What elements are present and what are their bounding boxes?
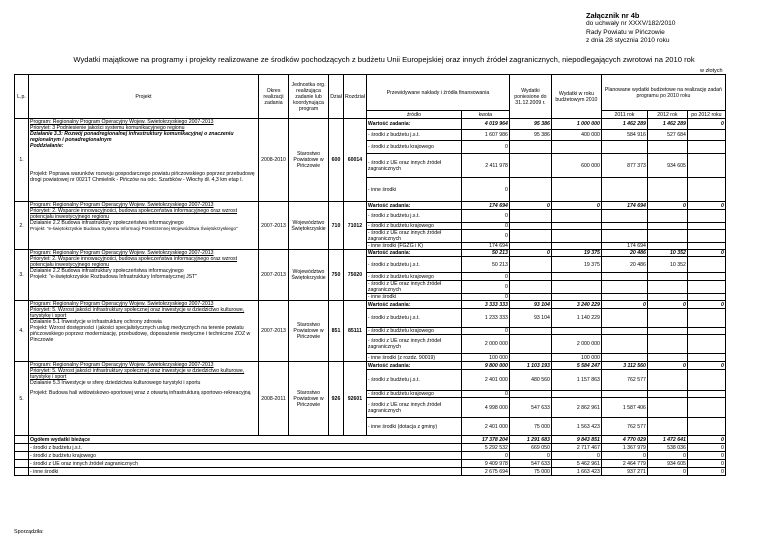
totals-2011-1: 1 367 979 — [601, 444, 647, 452]
row1-2011-0: 1 462 289 — [601, 119, 647, 130]
row5-src-4: - inne środki (dotacja z gminy) — [366, 418, 461, 436]
row1-okres: 2008-2010 — [259, 119, 289, 202]
totals-wydatki-1: 2 717 467 — [551, 444, 601, 452]
row2-src-3: - środki z UE oraz innych źródeł zagranicznych — [366, 230, 461, 243]
row3-priorytet: Priorytet: 2. Wsparcie innowacyjności, budowa społeczeństwa informacyjnego oraz wzrost potencjału inwestycyjnego regionu — [30, 256, 238, 268]
row3-dzialanie: Działanie 2.2 Budowa infrastruktury społeczeństwa informacyjnego — [30, 268, 184, 274]
row4-priorytet: Priorytet: 5. Wzrost jakości infrastruktury społecznej oraz inwestycje w dziedzictwo kulturowe, turystykę i sport — [30, 307, 245, 319]
col-poniesione: Wydatki poniesione do 31.12.2009 r. — [509, 75, 551, 119]
totals-poniesione-3: 547 633 — [509, 460, 551, 468]
row5-2012-0: 0 — [647, 362, 687, 370]
row3-po2012-0: 0 — [687, 250, 725, 257]
row3-kwota-1: 50 213 — [461, 257, 509, 273]
row4-kwota-3: 2 000 000 — [461, 335, 509, 354]
resolution-date: z dnia 28 stycznia 2010 roku — [586, 37, 670, 45]
row2-lp: 2. — [15, 202, 29, 250]
totals-2011-0: 4 770 029 — [601, 436, 647, 444]
row1-priorytet: Priorytet: 3 Podniesienie jakości systemu komunikacyjnego regionu — [30, 125, 185, 131]
row5-lp: 5. — [15, 362, 29, 436]
row2-kwota-0: 174 694 — [461, 202, 509, 210]
row5-wydatki-3: 2 862 961 — [551, 398, 601, 418]
row5-src-3: - środki z UE oraz innych źródeł zagranicznych — [366, 398, 461, 418]
row2-po2012-0: 0 — [687, 202, 725, 210]
row1-po2012-0: 0 — [687, 119, 725, 130]
col-2012: 2012 rok — [647, 111, 687, 119]
col-lp: L.p. — [15, 75, 29, 119]
row4-projekt: Projekt: Wzrost dostępności i jakości specjalistycznych usług medycznych na terenie powiatu pińczowskiego poprzez modernizację, przebudowę, doposażenie medyczne i techniczne ZOZ w Pinczowie — [30, 325, 251, 343]
row4-program: Program: Regionalny Program Operacyjny Wojew. Świetokrzyskiego 2007-2013 — [30, 301, 214, 307]
row1-2012-1: 527 684 — [647, 130, 687, 141]
row2-kwota-2: 0 — [461, 223, 509, 230]
council-name: Rady Powiatu w Pińczowie — [586, 28, 665, 36]
row5-2011-3: 1 587 406 — [601, 398, 647, 418]
row1-description — [29, 119, 259, 202]
totals-2012-4: 0 — [647, 468, 687, 476]
row4-lp: 4. — [15, 301, 29, 362]
col-naklady: Przewidywane nakłady i źródła finansowania — [366, 75, 509, 111]
row1-2012-3: 934 605 — [647, 154, 687, 178]
row3-src-2: - środki z budżetu krajowego — [366, 273, 461, 281]
totals-po2012-3: 0 — [687, 460, 725, 468]
row3-2011-0: 20 486 — [601, 250, 647, 257]
totals-label: Ogółem wydatki bieżące — [29, 436, 462, 444]
row1-wydatki-3: 600 000 — [551, 154, 601, 178]
row1-2011-3: 877 373 — [601, 154, 647, 178]
row5-kwota-1: 2 401 000 — [461, 370, 509, 391]
row5-dzialanie: Działanie 5.3 Inwestycje w sferę dziedzictwa kulturowego turystyki i sportu — [30, 380, 201, 386]
row3-kwota-2: 0 — [461, 273, 509, 281]
row5-kwota-0: 9 800 000 — [461, 362, 509, 370]
col-projekt: Projekt — [29, 75, 259, 119]
row2-2012-0: 0 — [647, 202, 687, 210]
row5-2011-4: 762 577 — [601, 418, 647, 436]
row1-src-3: - środki z UE oraz innych źródeł zagranicznych — [366, 154, 461, 178]
row5-priorytet: Priorytet: 5. Wzrost jakości infrastruktury społecznej oraz inwestycje w dziedzictwo kulturowe, turystykę i sport — [30, 368, 245, 380]
row5-src-1: - środki z budżetu j.s.t. — [366, 370, 461, 391]
row4-dzial: 851 — [329, 301, 344, 362]
row1-poniesione-0: 95 386 — [509, 119, 551, 130]
totals-kwota-2: 0 — [461, 452, 509, 460]
row5-program: Program: Regionalny Program Operacyjny Wojew. Świetokrzyskiego 2007-2013 — [30, 362, 214, 368]
row3-kwota-0: 50 213 — [461, 250, 509, 257]
row3-wydatki-0: 19 375 — [551, 250, 601, 257]
row3-2012-1: 10 352 — [647, 257, 687, 273]
totals-wydatki-4: 1 663 423 — [551, 468, 601, 476]
row2-dzialanie: Działanie 2.2 Budowa infrastruktury społeczeństwa informacyjnego — [30, 220, 184, 226]
row3-src-3: - środki z UE oraz innych źródeł zagranicznych — [366, 281, 461, 294]
row1-rozdzial: 60014 — [344, 119, 367, 202]
row2-okres: 2007-2013 — [259, 202, 289, 250]
col-jednostka: Jednostka org. realizująca zadanie lub koordynująca program — [289, 75, 329, 119]
row4-src-4: - inne środki (z rozdz. 90019) — [366, 354, 461, 362]
row1-kwota-3: 2 411 978 — [461, 154, 509, 178]
row1-poddzialanie: Poddziałanie: — [30, 143, 64, 149]
row4-wydatki-1: 1 140 229 — [551, 309, 601, 328]
expenditure-table — [14, 74, 726, 476]
row1-2012-0: 1 462 289 — [647, 119, 687, 130]
totals-po2012-2: 0 — [687, 452, 725, 460]
row1-kwota-1: 1 607 986 — [461, 130, 509, 141]
row5-description — [29, 362, 259, 436]
row1-lp: 1. — [15, 119, 29, 202]
row4-rozdzial: 85111 — [344, 301, 367, 362]
row1-kwota-2: 0 — [461, 141, 509, 154]
col-dzial: Dział — [329, 75, 344, 119]
row4-kwota-2: 0 — [461, 328, 509, 335]
row2-src-0: Wartość zadania: — [366, 202, 461, 210]
row1-kwota-0: 4 019 964 — [461, 119, 509, 130]
row5-kwota-3: 4 998 000 — [461, 398, 509, 418]
resolution-number: do uchwały nr XXXV/182/2010 — [586, 20, 676, 28]
row1-2011-1: 584 916 — [601, 130, 647, 141]
row5-src-0: Wartość zadania: — [366, 362, 461, 370]
row4-src-0: Wartość zadania: — [366, 301, 461, 309]
totals-label-2: - środki z budżetu krajowego — [29, 452, 462, 460]
row4-src-1: - środki z budżetu j.s.t. — [366, 309, 461, 328]
row2-wydatki-0: 0 — [551, 202, 601, 210]
totals-label-3: - środki z UE oraz innych źródeł zagranicznych — [29, 460, 462, 468]
totals-po2012-4: 0 — [687, 468, 725, 476]
totals-poniesione-2: 0 — [509, 452, 551, 460]
prepared-by-label: Sporządziła: — [14, 529, 44, 535]
totals-kwota-0: 17 378 204 — [461, 436, 509, 444]
row5-2011-1: 762 577 — [601, 370, 647, 391]
row5-okres: 2008-2011 — [259, 362, 289, 436]
totals-wydatki-0: 9 843 851 — [551, 436, 601, 444]
unit-label: w złotych — [700, 68, 723, 74]
totals-kwota-3: 9 409 978 — [461, 460, 509, 468]
row4-src-3: - środki z UE oraz innych źródeł zagranicznych — [366, 335, 461, 354]
row4-src-2: - środki z budżetu krajowego — [366, 328, 461, 335]
row2-jednostka: Województwo Świętokrzyskie — [289, 202, 329, 250]
row3-description — [29, 250, 259, 301]
row2-kwota-3: 0 — [461, 230, 509, 243]
row2-2011-4: 174 694 — [601, 243, 647, 250]
row3-jednostka: Województwo Świętokrzyskie — [289, 250, 329, 301]
row5-rozdzial: 92601 — [344, 362, 367, 436]
row4-2011-0: 0 — [601, 301, 647, 309]
totals-2012-1: 538 036 — [647, 444, 687, 452]
row3-projekt: Projekt: "e-świętokrzyskie Rozbudowa Infrastruktury Informatycznej JST" — [30, 274, 198, 280]
col-kwota: kwota — [461, 111, 509, 119]
totals-wydatki-3: 5 462 961 — [551, 460, 601, 468]
totals-2011-2: 0 — [601, 452, 647, 460]
row3-dzial: 750 — [329, 250, 344, 301]
row1-src-0: Wartość zadania: — [366, 119, 461, 130]
row2-projekt: Projekt: "e-świętokrzyskie Budowa Systemu Informacji Przestrzennej Województwa Świętokrzyskiego" — [30, 226, 238, 231]
row5-poniesione-1: 480 560 — [509, 370, 551, 391]
row1-wydatki-0: 1 000 000 — [551, 119, 601, 130]
row2-priorytet: Priorytet: 2. Wsparcie innowacyjności, budowa społeczeństwa informacyjnego oraz wzrost potencjału inwestycyjnego regionu — [30, 208, 238, 220]
row2-src-2: - środki z budżetu krajowego — [366, 223, 461, 230]
document-title: Wydatki majątkowe na programy i projekty realizowane ze środków pochodzących z budżetu Unii Europejskiej oraz innych źródeł zagranicznych, niepodlegających zwrotowi na 2010 rok — [73, 55, 695, 64]
row4-jednostka: Starostwo Powiatowe w Pińczowie — [289, 301, 329, 362]
row4-okres: 2007-2013 — [259, 301, 289, 362]
row3-okres: 2007-2013 — [259, 250, 289, 301]
totals-kwota-1: 5 292 532 — [461, 444, 509, 452]
row5-kwota-2: 0 — [461, 391, 509, 398]
row5-projekt: Projekt: Budowa hali widowiskowo-sportowej wraz z otwartą infrastrukturą sportowo-rekreacyjną — [30, 390, 251, 396]
row1-poniesione-1: 95 386 — [509, 130, 551, 141]
col-zrodlo: źródło — [366, 111, 461, 119]
row5-poniesione-0: 1 103 193 — [509, 362, 551, 370]
row1-program: Program: Regionalny Program Operacyjny Wojew. Świetokrzyskiego 2007-2013 — [30, 119, 214, 125]
row1-dzialanie: Działanie 3.3: Rozwój ponadregionalnej infrastruktury komunikacyjnej o znaczeniu regionalnym i ponadregionalnym — [30, 131, 234, 143]
row2-src-1: - środki z budżetu j.s.t. — [366, 210, 461, 223]
row3-lp: 3. — [15, 250, 29, 301]
row2-rozdzial: 71012 — [344, 202, 367, 250]
row3-src-0: Wartość zadania: — [366, 250, 461, 257]
totals-poniesione-4: 75 000 — [509, 468, 551, 476]
row3-2011-1: 20 486 — [601, 257, 647, 273]
totals-poniesione-0: 1 291 683 — [509, 436, 551, 444]
row4-kwota-1: 1 233 333 — [461, 309, 509, 328]
row1-jednostka: Starostwo Powiatowe w Pińczowie — [289, 119, 329, 202]
row4-wydatki-3: 2 000 000 — [551, 335, 601, 354]
totals-poniesione-1: 669 050 — [509, 444, 551, 452]
totals-2011-3: 2 464 779 — [601, 460, 647, 468]
row1-src-2: - środki z budżetu krajowego — [366, 141, 461, 154]
row5-src-2: - środki z budżetu krajowego — [366, 391, 461, 398]
col-po2012: po 2012 roku — [687, 111, 725, 119]
totals-label-4: - inne środki — [29, 468, 462, 476]
row4-wydatki-4: 100 000 — [551, 354, 601, 362]
col-okres: Okres realizacji zadania — [259, 75, 289, 119]
row5-poniesione-4: 75 000 — [509, 418, 551, 436]
row5-wydatki-1: 1 157 863 — [551, 370, 601, 391]
totals-po2012-1: 0 — [687, 444, 725, 452]
col-rozdzial: Rozdział — [344, 75, 367, 119]
row2-dzial: 710 — [329, 202, 344, 250]
totals-label-1: - środki z budżetu j.s.t. — [29, 444, 462, 452]
row2-kwota-4: 174 694 — [461, 243, 509, 250]
row5-wydatki-4: 1 563 423 — [551, 418, 601, 436]
totals-wydatki-2: 0 — [551, 452, 601, 460]
row3-kwota-3: 0 — [461, 281, 509, 294]
row3-2012-0: 10 352 — [647, 250, 687, 257]
row3-program: Program: Regionalny Program Operacyjny Wojew. Świetokrzyskiego 2007-2013 — [30, 250, 214, 256]
row5-2011-0: 3 112 560 — [601, 362, 647, 370]
row4-description — [29, 301, 259, 362]
row3-src-1: - środki z budżetu j.s.t. — [366, 257, 461, 273]
row2-2011-0: 174 694 — [601, 202, 647, 210]
totals-2012-2: 0 — [647, 452, 687, 460]
row2-poniesione-0: 0 — [509, 202, 551, 210]
row3-src-4: - inne środki — [366, 294, 461, 301]
row4-kwota-4: 100 000 — [461, 354, 509, 362]
row5-jednostka: Starostwo Powiatowe w Pińczowie — [289, 362, 329, 436]
row5-wydatki-0: 5 584 247 — [551, 362, 601, 370]
row5-dzial: 926 — [329, 362, 344, 436]
row4-dzialanie: Działanie 5.1 Inwestycje w infrastrukturę ochrony zdrowia — [30, 319, 162, 325]
row4-poniesione-1: 93 104 — [509, 309, 551, 328]
attachment-title: Załącznik nr 4b — [586, 11, 640, 20]
row3-kwota-4: 0 — [461, 294, 509, 301]
row2-description — [29, 202, 259, 250]
totals-kwota-4: 2 675 694 — [461, 468, 509, 476]
row1-projekt: Projekt: Poprawa warunków rozwoju gospodarczego powiatu pińczowskiego poprzez przebudowę drogi powiatowej nr 0021T Chmielnik - Pińczów na odc. Szarbków - Włochy dł. 4,3 km etap I. — [30, 171, 255, 183]
col-wydatki-roku: Wydatki w roku budżetowym 2010 — [551, 75, 601, 119]
row4-wydatki-0: 3 240 229 — [551, 301, 601, 309]
row1-wydatki-1: 400 000 — [551, 130, 601, 141]
row4-po2012-0: 0 — [687, 301, 725, 309]
totals-2012-3: 934 605 — [647, 460, 687, 468]
row5-po2012-0: 0 — [687, 362, 725, 370]
attachment-header — [586, 12, 675, 46]
row4-2012-0: 0 — [647, 301, 687, 309]
row4-poniesione-0: 93 104 — [509, 301, 551, 309]
totals-2011-4: 937 271 — [601, 468, 647, 476]
row4-kwota-0: 3 333 333 — [461, 301, 509, 309]
row3-rozdzial: 75020 — [344, 250, 367, 301]
row1-dzial: 600 — [329, 119, 344, 202]
row1-src-4: - inne środki — [366, 178, 461, 202]
row3-wydatki-1: 19 375 — [551, 257, 601, 273]
row5-poniesione-3: 547 633 — [509, 398, 551, 418]
row2-src-4: - inne środki (FGZG i K) — [366, 243, 461, 250]
row3-poniesione-0: 0 — [509, 250, 551, 257]
row5-kwota-4: 2 401 000 — [461, 418, 509, 436]
totals-po2012-0: 0 — [687, 436, 725, 444]
row2-kwota-1: 0 — [461, 210, 509, 223]
col-planowane: Planowane wydatki budżetowe na realizację zadań programu po 2010 roku — [601, 75, 725, 111]
row2-program: Program: Regionalny Program Operacyjny Wojew. Świetokrzyskiego 2007-2013 — [30, 202, 214, 208]
row1-src-1: - środki z budżetu j.s.t. — [366, 130, 461, 141]
totals-2012-0: 1 472 641 — [647, 436, 687, 444]
col-2011: 2011 rok — [601, 111, 647, 119]
row1-kwota-4: 0 — [461, 178, 509, 202]
